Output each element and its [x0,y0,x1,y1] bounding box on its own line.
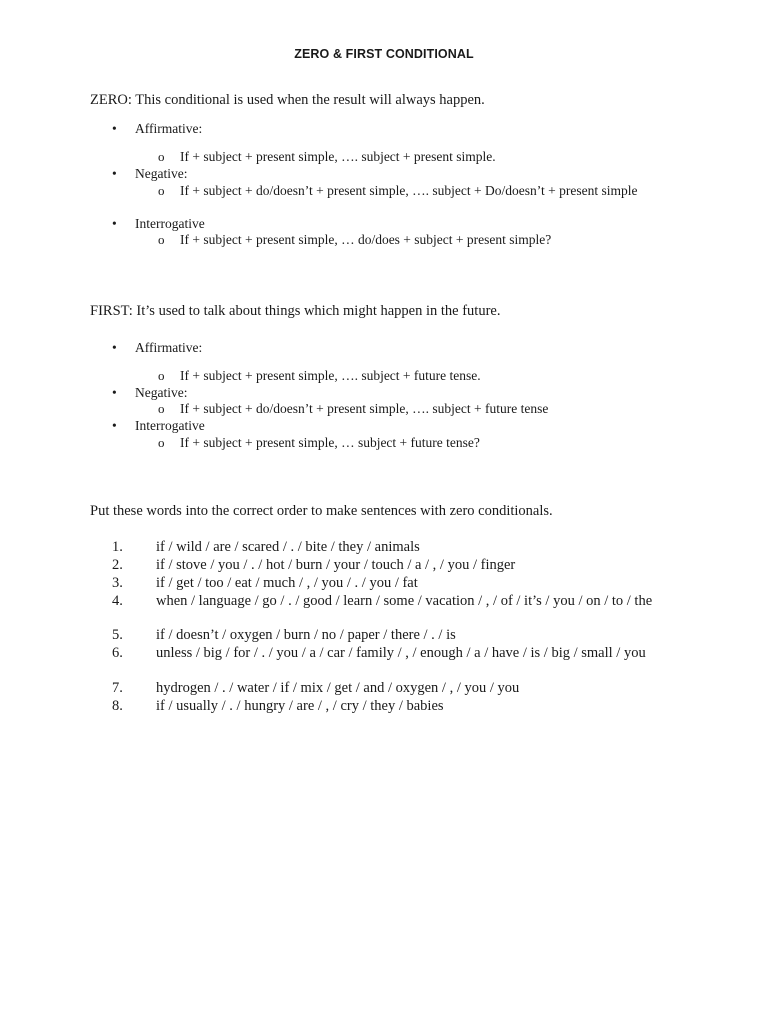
exercise-words: if / wild / are / scared / . / bite / they / animals [156,539,420,555]
exercise-words: if / usually / . / hungry / are / , / cry / they / babies [156,698,444,714]
sub-bullet-icon: o [158,232,165,247]
zero-label: ZERO: [90,92,132,108]
exercise-number: 3. [112,575,123,591]
document-title: ZERO & FIRST CONDITIONAL [294,47,474,61]
first-affirmative-formula: If + subject + present simple, …. subject + future tense. [180,368,481,383]
exercise-number: 8. [112,698,123,714]
first-negative-label: Negative: [135,385,188,400]
first-negative-formula: If + subject + do/doesn’t + present simple, …. subject + future tense [180,401,549,416]
exercise-words: if / doesn’t / oxygen / burn / no / paper / there / . / is [156,627,456,643]
zero-interrogative-label: Interrogative [135,216,205,231]
zero-negative-label: Negative: [135,166,188,181]
sub-bullet-icon: o [158,368,165,383]
exercise-words: if / stove / you / . / hot / burn / your / touch / a / , / you / finger [156,557,516,573]
first-interrogative-formula: If + subject + present simple, … subject + future tense? [180,435,480,450]
zero-description: This conditional is used when the result will always happen. [131,92,485,108]
exercise-number: 5. [112,627,123,643]
first-description: It’s used to talk about things which might happen in the future. [132,303,501,319]
zero-affirmative-formula: If + subject + present simple, …. subject + present simple. [180,149,496,164]
first-label: FIRST: [90,303,133,319]
exercise-number: 7. [112,680,123,696]
bullet-icon: • [112,166,117,181]
exercise-number: 6. [112,645,123,661]
bullet-icon: • [112,385,117,400]
exercise-words: when / language / go / . / good / learn / some / vacation / , / of / it’s / you / on / to / the [156,593,653,609]
sub-bullet-icon: o [158,183,165,198]
first-interrogative-label: Interrogative [135,418,205,433]
exercise-number: 1. [112,539,123,555]
zero-intro [90,92,485,109]
first-intro [90,303,500,320]
sub-bullet-icon: o [158,401,165,416]
exercise-number: 2. [112,557,123,573]
bullet-icon: • [112,216,117,231]
sub-bullet-icon: o [158,435,165,450]
exercise-words: hydrogen / . / water / if / mix / get / and / oxygen / , / you / you [156,680,520,696]
exercise-words: unless / big / for / . / you / a / car / family / , / enough / a / have / is / big / small / you [156,645,646,661]
zero-affirmative-label: Affirmative: [135,121,203,136]
bullet-icon: • [112,418,117,433]
zero-interrogative-formula: If + subject + present simple, … do/does + subject + present simple? [180,232,552,247]
exercise-words: if / get / too / eat / much / , / you / . / you / fat [156,575,418,591]
sub-bullet-icon: o [158,149,165,164]
exercise-number: 4. [112,593,123,609]
bullet-icon: • [112,340,117,355]
exercise-instruction: Put these words into the correct order to make sentences with zero conditionals. [90,503,553,519]
first-affirmative-label: Affirmative: [135,340,203,355]
zero-negative-formula: If + subject + do/doesn’t + present simple, …. subject + Do/doesn’t + present simple [180,183,638,198]
bullet-icon: • [112,121,117,136]
